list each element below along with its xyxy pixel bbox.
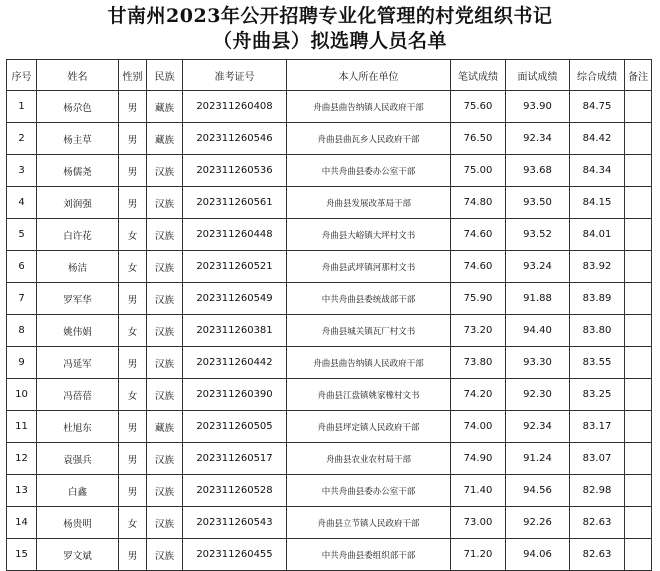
cell-exam-id: 202311260536 <box>183 155 287 187</box>
cell-no: 10 <box>7 379 37 411</box>
cell-exam-id: 202311260455 <box>183 539 287 571</box>
cell-no: 9 <box>7 347 37 379</box>
cell-note <box>625 507 652 539</box>
cell-note <box>625 283 652 315</box>
cell-name: 刘润强 <box>37 187 119 219</box>
cell-name: 杨主草 <box>37 123 119 155</box>
cell-gender: 男 <box>119 187 147 219</box>
cell-gender: 女 <box>119 315 147 347</box>
table-row <box>7 251 652 283</box>
cell-gender: 男 <box>119 411 147 443</box>
cell-written: 74.60 <box>451 219 506 251</box>
cell-gender: 男 <box>119 443 147 475</box>
cell-unit: 舟曲县农业农村局干部 <box>287 443 451 475</box>
table-row <box>7 379 652 411</box>
cell-written: 74.80 <box>451 187 506 219</box>
cell-ethnic: 汉族 <box>147 475 183 507</box>
cell-written: 73.80 <box>451 347 506 379</box>
cell-gender: 男 <box>119 347 147 379</box>
document-title-line-2: （舟曲县）拟选聘人员名单 <box>212 30 447 52</box>
header-ethnic: 民族 <box>147 60 183 91</box>
cell-no: 5 <box>7 219 37 251</box>
cell-interview: 93.30 <box>506 347 570 379</box>
cell-gender: 女 <box>119 507 147 539</box>
cell-exam-id: 202311260505 <box>183 411 287 443</box>
cell-no: 14 <box>7 507 37 539</box>
header-exam-id: 准考证号 <box>183 60 287 91</box>
cell-gender: 男 <box>119 539 147 571</box>
cell-gender: 男 <box>119 155 147 187</box>
cell-unit: 舟曲县曲告纳镇人民政府干部 <box>287 347 451 379</box>
cell-written: 74.60 <box>451 251 506 283</box>
cell-unit: 舟曲县城关镇瓦厂村文书 <box>287 315 451 347</box>
cell-written: 74.90 <box>451 443 506 475</box>
header-total: 综合成绩 <box>570 60 625 91</box>
cell-written: 76.50 <box>451 123 506 155</box>
cell-unit: 中共舟曲县委统战部干部 <box>287 283 451 315</box>
header-name: 姓名 <box>37 60 119 91</box>
cell-ethnic: 汉族 <box>147 283 183 315</box>
cell-no: 1 <box>7 91 37 123</box>
cell-interview: 94.40 <box>506 315 570 347</box>
cell-total: 84.34 <box>570 155 625 187</box>
cell-note <box>625 539 652 571</box>
table-row <box>7 155 652 187</box>
cell-exam-id: 202311260381 <box>183 315 287 347</box>
cell-ethnic: 藏族 <box>147 91 183 123</box>
cell-unit: 舟曲县曲瓦乡人民政府干部 <box>287 123 451 155</box>
cell-unit: 舟曲县立节镇人民政府干部 <box>287 507 451 539</box>
header-no: 序号 <box>7 60 37 91</box>
cell-written: 74.20 <box>451 379 506 411</box>
cell-written: 75.90 <box>451 283 506 315</box>
cell-written: 75.00 <box>451 155 506 187</box>
cell-interview: 94.56 <box>506 475 570 507</box>
cell-written: 71.20 <box>451 539 506 571</box>
header-interview: 面试成绩 <box>506 60 570 91</box>
cell-ethnic: 藏族 <box>147 411 183 443</box>
cell-name: 杜旭东 <box>37 411 119 443</box>
table-row <box>7 219 652 251</box>
cell-note <box>625 91 652 123</box>
cell-written: 75.60 <box>451 91 506 123</box>
cell-no: 12 <box>7 443 37 475</box>
cell-total: 83.07 <box>570 443 625 475</box>
cell-total: 82.63 <box>570 507 625 539</box>
cell-note <box>625 379 652 411</box>
header-unit: 本人所在单位 <box>287 60 451 91</box>
cell-total: 84.75 <box>570 91 625 123</box>
cell-exam-id: 202311260543 <box>183 507 287 539</box>
cell-name: 罗文斌 <box>37 539 119 571</box>
cell-gender: 男 <box>119 475 147 507</box>
cell-total: 83.80 <box>570 315 625 347</box>
cell-no: 2 <box>7 123 37 155</box>
cell-ethnic: 汉族 <box>147 315 183 347</box>
cell-exam-id: 202311260442 <box>183 347 287 379</box>
cell-total: 83.17 <box>570 411 625 443</box>
cell-gender: 女 <box>119 379 147 411</box>
cell-gender: 女 <box>119 251 147 283</box>
table-row <box>7 315 652 347</box>
cell-total: 82.98 <box>570 475 625 507</box>
cell-interview: 91.24 <box>506 443 570 475</box>
cell-name: 罗军华 <box>37 283 119 315</box>
cell-total: 83.92 <box>570 251 625 283</box>
cell-note <box>625 123 652 155</box>
candidate-table <box>6 59 652 571</box>
cell-no: 6 <box>7 251 37 283</box>
cell-exam-id: 202311260549 <box>183 283 287 315</box>
cell-interview: 94.06 <box>506 539 570 571</box>
cell-ethnic: 汉族 <box>147 443 183 475</box>
cell-ethnic: 汉族 <box>147 379 183 411</box>
cell-name: 冯蓓蓓 <box>37 379 119 411</box>
cell-note <box>625 155 652 187</box>
cell-name: 杨尕色 <box>37 91 119 123</box>
table-row <box>7 411 652 443</box>
cell-ethnic: 藏族 <box>147 123 183 155</box>
cell-ethnic: 汉族 <box>147 219 183 251</box>
cell-unit: 舟曲县大峪镇大坪村文书 <box>287 219 451 251</box>
cell-name: 白鑫 <box>37 475 119 507</box>
cell-written: 71.40 <box>451 475 506 507</box>
cell-interview: 93.24 <box>506 251 570 283</box>
table-row <box>7 123 652 155</box>
table-row <box>7 91 652 123</box>
cell-exam-id: 202311260408 <box>183 91 287 123</box>
cell-note <box>625 187 652 219</box>
cell-exam-id: 202311260561 <box>183 187 287 219</box>
table-row <box>7 475 652 507</box>
cell-note <box>625 475 652 507</box>
cell-unit: 舟曲县江盘镇姚家橡村文书 <box>287 379 451 411</box>
cell-total: 83.55 <box>570 347 625 379</box>
cell-unit: 舟曲县坪定镇人民政府干部 <box>287 411 451 443</box>
cell-unit: 中共舟曲县委组织部干部 <box>287 539 451 571</box>
cell-written: 74.00 <box>451 411 506 443</box>
header-gender: 性别 <box>119 60 147 91</box>
cell-no: 3 <box>7 155 37 187</box>
cell-unit: 舟曲县武坪镇河那村文书 <box>287 251 451 283</box>
cell-exam-id: 202311260448 <box>183 219 287 251</box>
cell-no: 13 <box>7 475 37 507</box>
cell-unit: 中共舟曲县委办公室干部 <box>287 475 451 507</box>
cell-total: 83.89 <box>570 283 625 315</box>
cell-gender: 男 <box>119 123 147 155</box>
cell-gender: 男 <box>119 283 147 315</box>
table-row <box>7 187 652 219</box>
cell-written: 73.00 <box>451 507 506 539</box>
table-row <box>7 347 652 379</box>
cell-note <box>625 251 652 283</box>
cell-gender: 男 <box>119 91 147 123</box>
cell-interview: 92.34 <box>506 123 570 155</box>
cell-no: 7 <box>7 283 37 315</box>
cell-total: 83.25 <box>570 379 625 411</box>
cell-name: 白许花 <box>37 219 119 251</box>
cell-unit: 舟曲县发展改革局干部 <box>287 187 451 219</box>
table-row <box>7 507 652 539</box>
cell-name: 姚伟娟 <box>37 315 119 347</box>
cell-total: 84.01 <box>570 219 625 251</box>
cell-name: 袁强兵 <box>37 443 119 475</box>
cell-total: 84.42 <box>570 123 625 155</box>
cell-no: 4 <box>7 187 37 219</box>
cell-total: 82.63 <box>570 539 625 571</box>
cell-note <box>625 315 652 347</box>
cell-written: 73.20 <box>451 315 506 347</box>
cell-gender: 女 <box>119 219 147 251</box>
cell-name: 杨贵明 <box>37 507 119 539</box>
document-title-line-1: 甘南州2023年公开招聘专业化管理的村党组织书记 <box>107 5 553 27</box>
cell-ethnic: 汉族 <box>147 155 183 187</box>
cell-exam-id: 202311260390 <box>183 379 287 411</box>
cell-no: 15 <box>7 539 37 571</box>
cell-name: 冯延军 <box>37 347 119 379</box>
cell-exam-id: 202311260546 <box>183 123 287 155</box>
cell-exam-id: 202311260528 <box>183 475 287 507</box>
cell-ethnic: 汉族 <box>147 507 183 539</box>
cell-interview: 93.90 <box>506 91 570 123</box>
cell-unit: 中共舟曲县委办公室干部 <box>287 155 451 187</box>
cell-exam-id: 202311260521 <box>183 251 287 283</box>
cell-name: 杨洁 <box>37 251 119 283</box>
cell-unit: 舟曲县曲告纳镇人民政府干部 <box>287 91 451 123</box>
header-written: 笔试成绩 <box>451 60 506 91</box>
cell-ethnic: 汉族 <box>147 539 183 571</box>
cell-interview: 92.30 <box>506 379 570 411</box>
cell-ethnic: 汉族 <box>147 187 183 219</box>
cell-ethnic: 汉族 <box>147 251 183 283</box>
table-header-row <box>7 60 652 91</box>
header-note: 备注 <box>625 60 652 91</box>
cell-note <box>625 219 652 251</box>
table-row <box>7 283 652 315</box>
table-row <box>7 539 652 571</box>
cell-total: 84.15 <box>570 187 625 219</box>
cell-ethnic: 汉族 <box>147 347 183 379</box>
cell-name: 杨儒尧 <box>37 155 119 187</box>
cell-interview: 92.34 <box>506 411 570 443</box>
cell-interview: 91.88 <box>506 283 570 315</box>
cell-interview: 92.26 <box>506 507 570 539</box>
cell-interview: 93.52 <box>506 219 570 251</box>
cell-no: 11 <box>7 411 37 443</box>
cell-interview: 93.50 <box>506 187 570 219</box>
table-row <box>7 443 652 475</box>
cell-no: 8 <box>7 315 37 347</box>
cell-note <box>625 347 652 379</box>
cell-note <box>625 443 652 475</box>
cell-exam-id: 202311260517 <box>183 443 287 475</box>
cell-interview: 93.68 <box>506 155 570 187</box>
cell-note <box>625 411 652 443</box>
